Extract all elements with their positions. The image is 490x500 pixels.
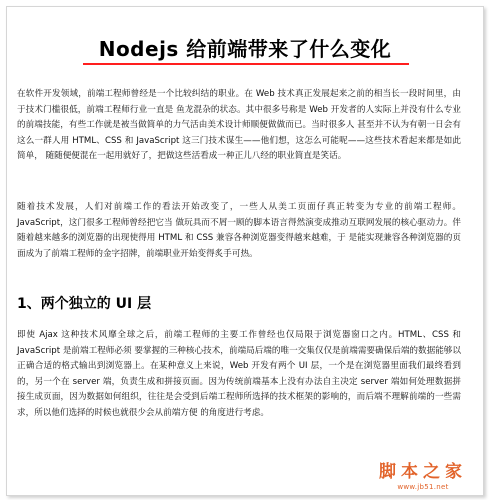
title-underline — [83, 63, 409, 65]
paragraph-intro: 在软件开发领域，前端工程师曾经是一个比较纠结的职业。在 Web 技术真正发展起来之前的相当长一段时间里，由于技术门槛很低，前端工程师行业一直是 鱼龙混杂的状态。其中很多号称是 Web 开发者的人实际上并没有什么专业的前端技能，有些工作就是被当做简单的力气活由美术设计师顺便做做而已。当时很多人 甚至并不认为有朝一日会有这么一群人用 HTML、CSS 和 JavaScript 这三门技术谋生——他们想，这怎么可能呢——这些技术看起来都是如此简单， 随随便便混在一起用就好了，把做这些活看成一种正儿八经的职业简直是笑话。 — [17, 89, 461, 161]
watermark-url: www.jb51.net — [397, 483, 449, 491]
paragraph-evolution: 随着技术发展，人们对前端工作的看法开始改变了，一些人从美工页面仔真正转变为专业的前端工程师。JavaScript，这门很多工程师曾经把它当 做玩具而不屑一顾的脚本语言得然演变成推动互联网发展的核心驱动力。伴随着越来越多的浏览器的出现使得用 HTML 和 CSS 兼容各种浏览器变得越来越难，于 是能实现兼容各种浏览器的页面成为了前端工程师的金字招牌，前端职业开始变得炙手可热。 — [17, 202, 461, 259]
paragraph-ui-layers: 即使 Ajax 这种技术风靡全球之后，前端工程师的主要工作曾经也仅局限于浏览器窗口之内。HTML、CSS 和 JavaScript 是前端工程师必须 要掌握的三种核心技术，前端局后端的唯一交集仅仅是前端需要确保后端的数据能够以正确合适的格式输出到浏览器上。在某种意义上来说，Web 开发有两个 UI 层，一个是在浏览器里面我们最终看到的，另一个在 server 端，负责生成和拼接页面。因为传统前端基本上没有办法自主决定 server 端如何处理数据拼 接生成页面，因为数据如何组织，往往是会受到后端工程师所选择的技术框架的影响的，而后端不理解前端的一些需求，所以他们选择的时候也就很少会从前端方便 的角度进行考虑。 — [17, 330, 461, 418]
document-title: Nodejs 给前端带来了什么变化 — [98, 37, 392, 61]
document-page — [6, 6, 484, 496]
watermark-logo-text: 脚本之家 — [379, 462, 467, 482]
site-watermark — [363, 457, 483, 491]
section-heading: 1、两个独立的 UI 层 — [17, 296, 152, 312]
